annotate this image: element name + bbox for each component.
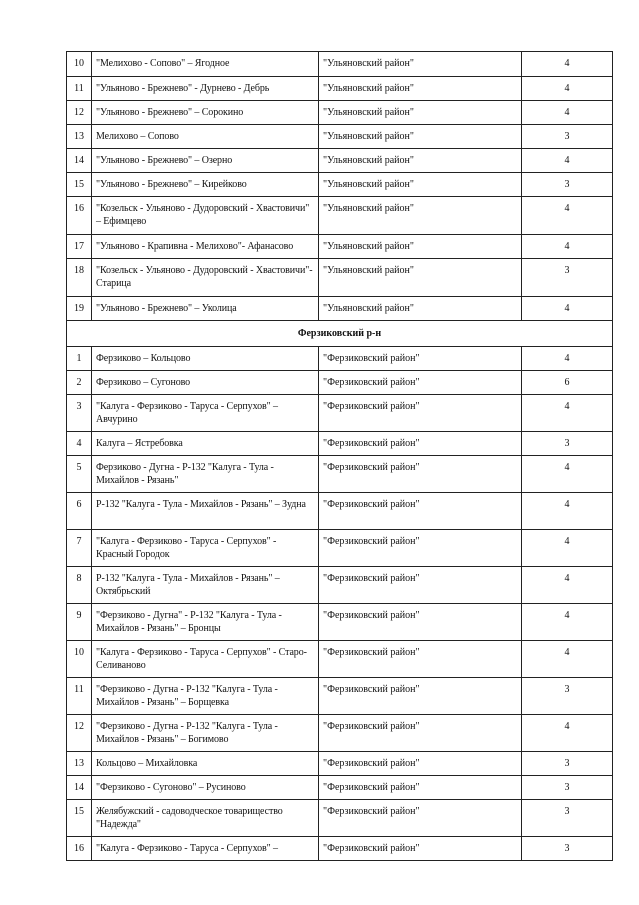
route-name: Ферзиково – Кольцово (92, 347, 319, 371)
table-row (67, 125, 613, 149)
district-name: "Ферзиковский район" (319, 837, 522, 861)
quantity-value: 4 (522, 641, 613, 678)
route-name: Ферзиково - Дугна - Р-132 "Калуга - Тула - Михайлов - Рязань" (92, 456, 319, 493)
quantity-value: 4 (522, 347, 613, 371)
quantity-value: 4 (522, 149, 613, 173)
route-name: "Ульяново - Брежнево" – Озерно (92, 149, 319, 173)
quantity-value: 3 (522, 800, 613, 837)
quantity-value: 3 (522, 432, 613, 456)
table-row (67, 530, 613, 567)
row-number: 10 (67, 52, 92, 77)
quantity-value: 4 (522, 604, 613, 641)
table-row (67, 567, 613, 604)
row-number: 16 (67, 197, 92, 235)
route-name: Ферзиково – Сугоново (92, 371, 319, 395)
quantity-value: 3 (522, 173, 613, 197)
row-number: 18 (67, 259, 92, 297)
route-name: Мелихово – Сопово (92, 125, 319, 149)
row-number: 2 (67, 371, 92, 395)
quantity-value: 3 (522, 837, 613, 861)
table-row (67, 837, 613, 861)
district-name: "Ульяновский район" (319, 197, 522, 235)
district-name: "Ферзиковский район" (319, 776, 522, 800)
table-row (67, 493, 613, 530)
table-row (67, 149, 613, 173)
route-name: "Козельск - Ульяново - Дудоровский - Хвастовичи" – Ефимцево (92, 197, 319, 235)
row-number: 1 (67, 347, 92, 371)
document-page (66, 51, 612, 861)
row-number: 11 (67, 77, 92, 101)
route-name: "Ферзиково - Дугна" - Р-132 "Калуга - Тула - Михайлов - Рязань" – Бронцы (92, 604, 319, 641)
route-name: "Ферзиково - Сугоново" – Русиново (92, 776, 319, 800)
quantity-value: 4 (522, 297, 613, 321)
route-name: "Калуга - Ферзиково - Таруса - Серпухов" - Красный Городок (92, 530, 319, 567)
table-row (67, 604, 613, 641)
district-name: "Ферзиковский район" (319, 715, 522, 752)
table-row (67, 235, 613, 259)
district-name: "Ульяновский район" (319, 125, 522, 149)
table-row (67, 776, 613, 800)
row-number: 13 (67, 125, 92, 149)
section-header-row (67, 321, 613, 347)
row-number: 13 (67, 752, 92, 776)
route-name: "Ферзиково - Дугна - Р-132 "Калуга - Тула - Михайлов - Рязань" – Борщевка (92, 678, 319, 715)
row-number: 12 (67, 101, 92, 125)
row-number: 12 (67, 715, 92, 752)
district-name: "Ферзиковский район" (319, 604, 522, 641)
district-name: "Ферзиковский район" (319, 347, 522, 371)
route-name: "Ульяново - Брежнево" – Кирейково (92, 173, 319, 197)
district-name: "Ульяновский район" (319, 101, 522, 125)
quantity-value: 4 (522, 567, 613, 604)
district-name: "Ферзиковский район" (319, 530, 522, 567)
table-row (67, 52, 613, 77)
routes-table (66, 51, 613, 861)
row-number: 16 (67, 837, 92, 861)
row-number: 14 (67, 149, 92, 173)
quantity-value: 3 (522, 776, 613, 800)
quantity-value: 4 (522, 101, 613, 125)
district-name: "Ульяновский район" (319, 235, 522, 259)
table-row (67, 197, 613, 235)
table-row (67, 347, 613, 371)
district-name: "Ульяновский район" (319, 77, 522, 101)
district-name: "Ферзиковский район" (319, 493, 522, 530)
routes-table-body (67, 52, 613, 861)
quantity-value: 6 (522, 371, 613, 395)
district-name: "Ульяновский район" (319, 173, 522, 197)
row-number: 7 (67, 530, 92, 567)
table-row (67, 456, 613, 493)
table-row (67, 752, 613, 776)
table-row (67, 432, 613, 456)
quantity-value: 3 (522, 678, 613, 715)
route-name: "Ульяново - Брежнево" - Дурнево - Дебрь (92, 77, 319, 101)
quantity-value: 4 (522, 456, 613, 493)
district-name: "Ферзиковский район" (319, 432, 522, 456)
table-row (67, 173, 613, 197)
quantity-value: 4 (522, 52, 613, 77)
quantity-value: 4 (522, 235, 613, 259)
row-number: 15 (67, 800, 92, 837)
table-row (67, 77, 613, 101)
district-name: "Ферзиковский район" (319, 567, 522, 604)
route-name: "Ульяново - Крапивна - Мелихово"- Афанасово (92, 235, 319, 259)
route-name: "Мелихово - Сопово" – Ягодное (92, 52, 319, 77)
district-name: "Ульяновский район" (319, 297, 522, 321)
quantity-value: 4 (522, 77, 613, 101)
district-name: "Ферзиковский район" (319, 752, 522, 776)
table-row (67, 395, 613, 432)
row-number: 10 (67, 641, 92, 678)
district-name: "Ульяновский район" (319, 149, 522, 173)
route-name: "Козельск - Ульяново - Дудоровский - Хвастовичи"- Старица (92, 259, 319, 297)
row-number: 6 (67, 493, 92, 530)
route-name: "Ферзиково - Дугна - Р-132 "Калуга - Тула - Михайлов - Рязань" – Богимово (92, 715, 319, 752)
district-name: "Ульяновский район" (319, 52, 522, 77)
table-row (67, 800, 613, 837)
table-row (67, 371, 613, 395)
table-row (67, 641, 613, 678)
quantity-value: 4 (522, 493, 613, 530)
district-name: "Ферзиковский район" (319, 800, 522, 837)
route-name: "Ульяново - Брежнево" – Уколица (92, 297, 319, 321)
quantity-value: 4 (522, 395, 613, 432)
row-number: 4 (67, 432, 92, 456)
district-name: "Ферзиковский район" (319, 678, 522, 715)
row-number: 8 (67, 567, 92, 604)
row-number: 14 (67, 776, 92, 800)
row-number: 3 (67, 395, 92, 432)
row-number: 11 (67, 678, 92, 715)
route-name: Р-132 "Калуга - Тула - Михайлов - Рязань" – Октябрьский (92, 567, 319, 604)
quantity-value: 4 (522, 530, 613, 567)
route-name: "Калуга - Ферзиково - Таруса - Серпухов" - Старо-Селиваново (92, 641, 319, 678)
district-name: "Ферзиковский район" (319, 456, 522, 493)
table-row (67, 297, 613, 321)
table-row (67, 678, 613, 715)
table-row (67, 259, 613, 297)
district-name: "Ферзиковский район" (319, 395, 522, 432)
row-number: 9 (67, 604, 92, 641)
quantity-value: 4 (522, 715, 613, 752)
table-row (67, 715, 613, 752)
route-name: "Калуга - Ферзиково - Таруса - Серпухов" – (92, 837, 319, 861)
route-name: Кольцово – Михайловка (92, 752, 319, 776)
route-name: "Калуга - Ферзиково - Таруса - Серпухов" – Авчурино (92, 395, 319, 432)
district-name: "Ферзиковский район" (319, 641, 522, 678)
route-name: Желябужский - садоводческое товарищество "Надежда" (92, 800, 319, 837)
row-number: 19 (67, 297, 92, 321)
quantity-value: 3 (522, 259, 613, 297)
route-name: Р-132 "Калуга - Тула - Михайлов - Рязань" – Зудна (92, 493, 319, 530)
route-name: Калуга – Ястребовка (92, 432, 319, 456)
row-number: 15 (67, 173, 92, 197)
district-name: "Ферзиковский район" (319, 371, 522, 395)
row-number: 5 (67, 456, 92, 493)
quantity-value: 4 (522, 197, 613, 235)
table-row (67, 101, 613, 125)
quantity-value: 3 (522, 752, 613, 776)
route-name: "Ульяново - Брежнево" – Сорокино (92, 101, 319, 125)
district-name: "Ульяновский район" (319, 259, 522, 297)
section-title: Ферзиковский р-н (67, 321, 613, 347)
quantity-value: 3 (522, 125, 613, 149)
row-number: 17 (67, 235, 92, 259)
